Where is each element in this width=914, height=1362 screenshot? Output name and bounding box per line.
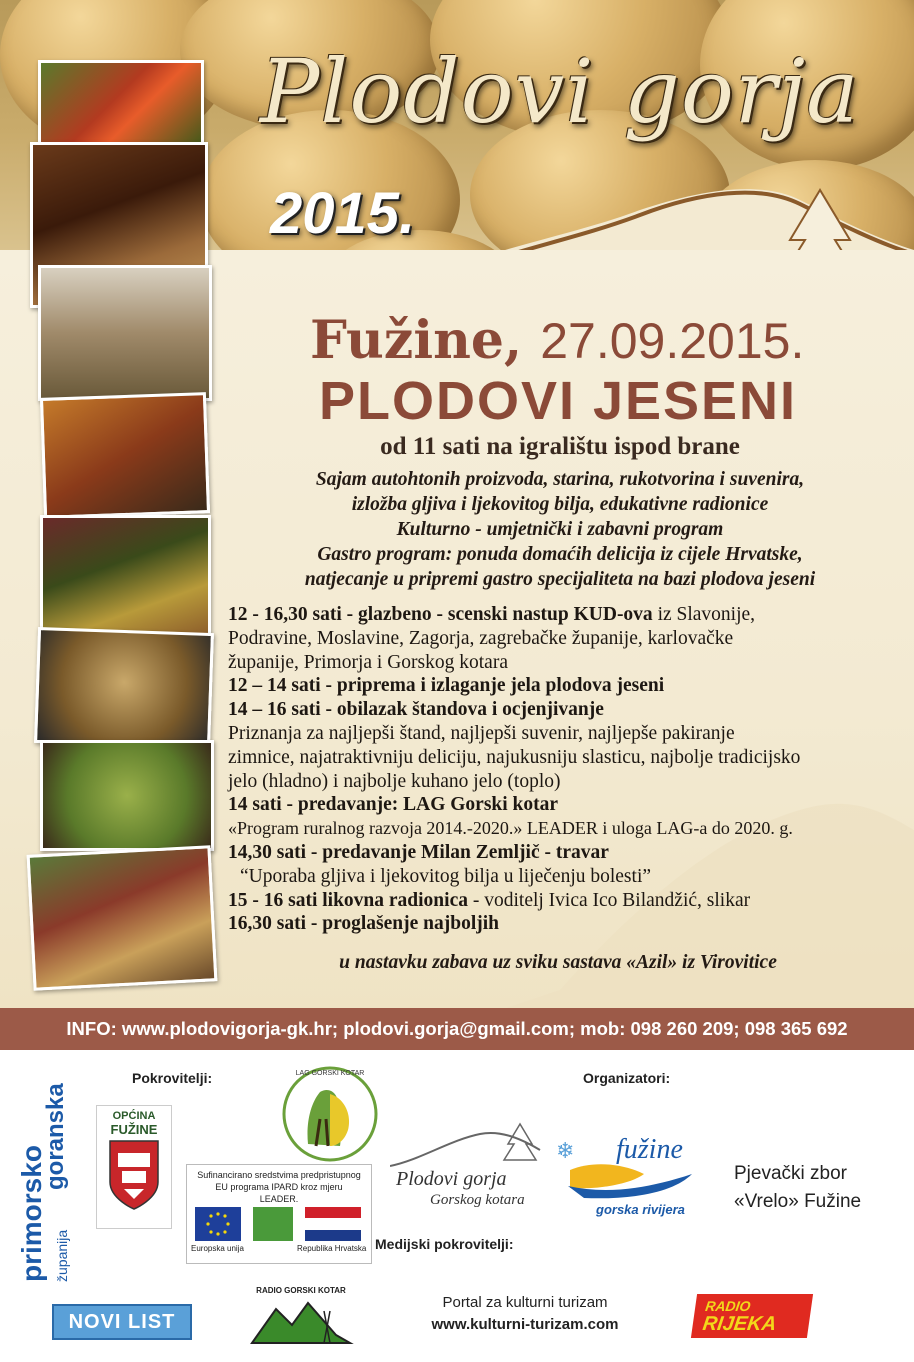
novi-list-text: NOVI LIST (68, 1311, 176, 1333)
pears-photo (40, 740, 214, 851)
fuzine-logo-text: fužine (616, 1134, 683, 1165)
event-description (228, 467, 892, 592)
schedule-text: županije, Primorja i Gorskog kotara (228, 651, 508, 673)
footer (0, 1050, 914, 1362)
pg-logo-text: Plodovi gorja (396, 1168, 507, 1190)
crest-icon (104, 1137, 164, 1212)
schedule-item (228, 603, 898, 627)
schedule-item: 14 – 16 sati - obilazak štandova i ocjenjivanje (228, 699, 604, 721)
portal-url: www.kulturni-turizam.com (431, 1316, 619, 1333)
event-location-date (310, 310, 804, 371)
schedule-text: Priznanja za najljepši štand, najljepši suvenir, najljepše pakiranje (228, 722, 735, 744)
schedule-item: 14,30 sati - predavanje Milan Zemljič - travar (228, 841, 609, 863)
schedule-item (228, 889, 898, 913)
hr-label: Republika Hrvatska (297, 1244, 367, 1253)
zupanija-text-1: primorsko (16, 1145, 47, 1282)
schedule-item: 16,30 sati - proglašenje najboljih (228, 913, 500, 935)
novi-list-logo (52, 1304, 192, 1340)
event-subtitle: od 11 sati na igralištu ispod brane (380, 433, 740, 460)
zupanija-text-2: goranska (42, 1083, 69, 1190)
pjevacki-zbor (734, 1160, 861, 1216)
radio-rijeka-text-2: RIJEKA (701, 1313, 778, 1335)
schedule-text: jelo (hladno) i najbolje kuhano jelo (toplo) (228, 770, 561, 792)
croatian-flag-icon (305, 1207, 361, 1241)
pokrovitelji-label: Pokrovitelji: (132, 1070, 213, 1086)
lag-label: LAG GORSKI KOTAR (295, 1070, 365, 1077)
description-line: izložba gljiva i ljekovitog bilja, edukativne radionice (351, 494, 769, 515)
fuzine-tourism-logo (556, 1130, 706, 1220)
schedule-text: Podravine, Moslavine, Zagorja, zagrebačke županije, karlovačke (228, 627, 734, 649)
schedule-text: zimnice, najatraktivniju deliciju, najukusniju slasticu, najbolje tradicijsko (228, 746, 801, 768)
portal-block (400, 1292, 650, 1336)
opcina-label: OPĆINA (112, 1110, 156, 1122)
eu-funding-box (186, 1164, 372, 1264)
opcina-fuzine-logo (96, 1105, 172, 1229)
photo-collage (30, 60, 215, 990)
radio-rijeka-logo (691, 1294, 813, 1338)
info-bar: INFO: www.plodovigorja-gk.hr; plodovi.gorja@gmail.com; mob: 098 260 209; 098 365 692 (0, 1008, 914, 1050)
apples-basket-photo (40, 515, 211, 641)
zupanija-logo (0, 1050, 70, 1290)
schedule-text: «Program ruralnog razvoja 2014.-2020.» LEADER i uloga LAG-a do 2020. g. (228, 818, 793, 839)
organizatori-label: Organizatori: (583, 1070, 671, 1086)
closing-line: u nastavku zabava uz sviku sastava «Azil» iz Virovitice (339, 952, 777, 973)
cooking-pot-photo (34, 627, 214, 749)
description-line: natjecanje u pripremi gastro specijaliteta na bazi plodova jeseni (304, 569, 816, 590)
description-line: Kulturno - umjetnički i zabavni program (396, 519, 724, 540)
mountain-icon (390, 1120, 550, 1170)
wave-icon (564, 1160, 696, 1200)
pjevacki-line: «Vrelo» Fužine (734, 1191, 862, 1212)
zupanija-text-3: županija (54, 1229, 70, 1282)
snowflake-icon: ❄ (556, 1138, 575, 1163)
radio-rijeka-text-1: RADIO (704, 1298, 752, 1314)
eu-funding-text: Sufinancirano sredstvima predpristupnog EU programa IPARD kroz mjeru LEADER. (197, 1170, 361, 1204)
description-line: Gastro program: ponuda domaćih delicija iz cijele Hrvatske, (317, 544, 803, 565)
radio-gk-text: RADIO GORSKI KOTAR (256, 1286, 346, 1295)
leader-logo-icon (253, 1207, 293, 1241)
radio-mountain-icon (246, 1295, 356, 1347)
schedule-item: 12 – 14 sati - priprema i izlaganje jela plodova jeseni (228, 675, 665, 697)
rosehip-photo (38, 60, 204, 151)
lag-logo (280, 1064, 380, 1164)
schedule-time: 12 - 16,30 sati - glazbeno - scenski nastup KUD-ova (228, 604, 653, 625)
schedule-text: - voditelj Ivica Ico Bilandžić, slikar (467, 889, 751, 911)
event-date: 27.09.2015. (540, 313, 805, 369)
eu-flag-icon (195, 1207, 241, 1241)
fuzine-logo-subtext: gorska rivijera (596, 1202, 685, 1217)
schedule-item: 14 sati - predavanje: LAG Gorski kotar (228, 794, 559, 816)
mushrooms-photo (38, 265, 212, 401)
schedule-text: iz Slavonije, (652, 604, 756, 625)
eu-label: Europska unija (191, 1244, 244, 1253)
main-title: Plodovi gorja (260, 40, 860, 143)
schedule-time: 15 - 16 sati likovna radionica (228, 889, 468, 911)
radio-gk-logo (246, 1286, 356, 1348)
schedule (228, 603, 898, 936)
plodovi-gorja-logo (390, 1120, 550, 1220)
schedule-text: “Uporaba gljiva i ljekovitog bilja u liječenju bolesti” (240, 865, 652, 887)
pg-logo-subtext: Gorskog kotara (430, 1192, 525, 1208)
event-name: PLODOVI JESENI (318, 371, 798, 431)
pjevacki-line: Pjevački zbor (734, 1163, 847, 1184)
lag-circle-icon (280, 1064, 380, 1164)
event-year: 2015. (270, 181, 416, 246)
description-line: Sajam autohtonih proizvoda, starina, rukotvorina i suvenira, (315, 469, 805, 490)
medijski-label: Medijski pokrovitelji: (375, 1236, 514, 1252)
event-location: Fužine, (310, 310, 523, 371)
portal-label: Portal za kulturni turizam (442, 1294, 608, 1311)
food-photo (40, 392, 210, 519)
fuzine-label: FUŽINE (110, 1122, 158, 1137)
harvest-cart-photo (27, 845, 218, 990)
